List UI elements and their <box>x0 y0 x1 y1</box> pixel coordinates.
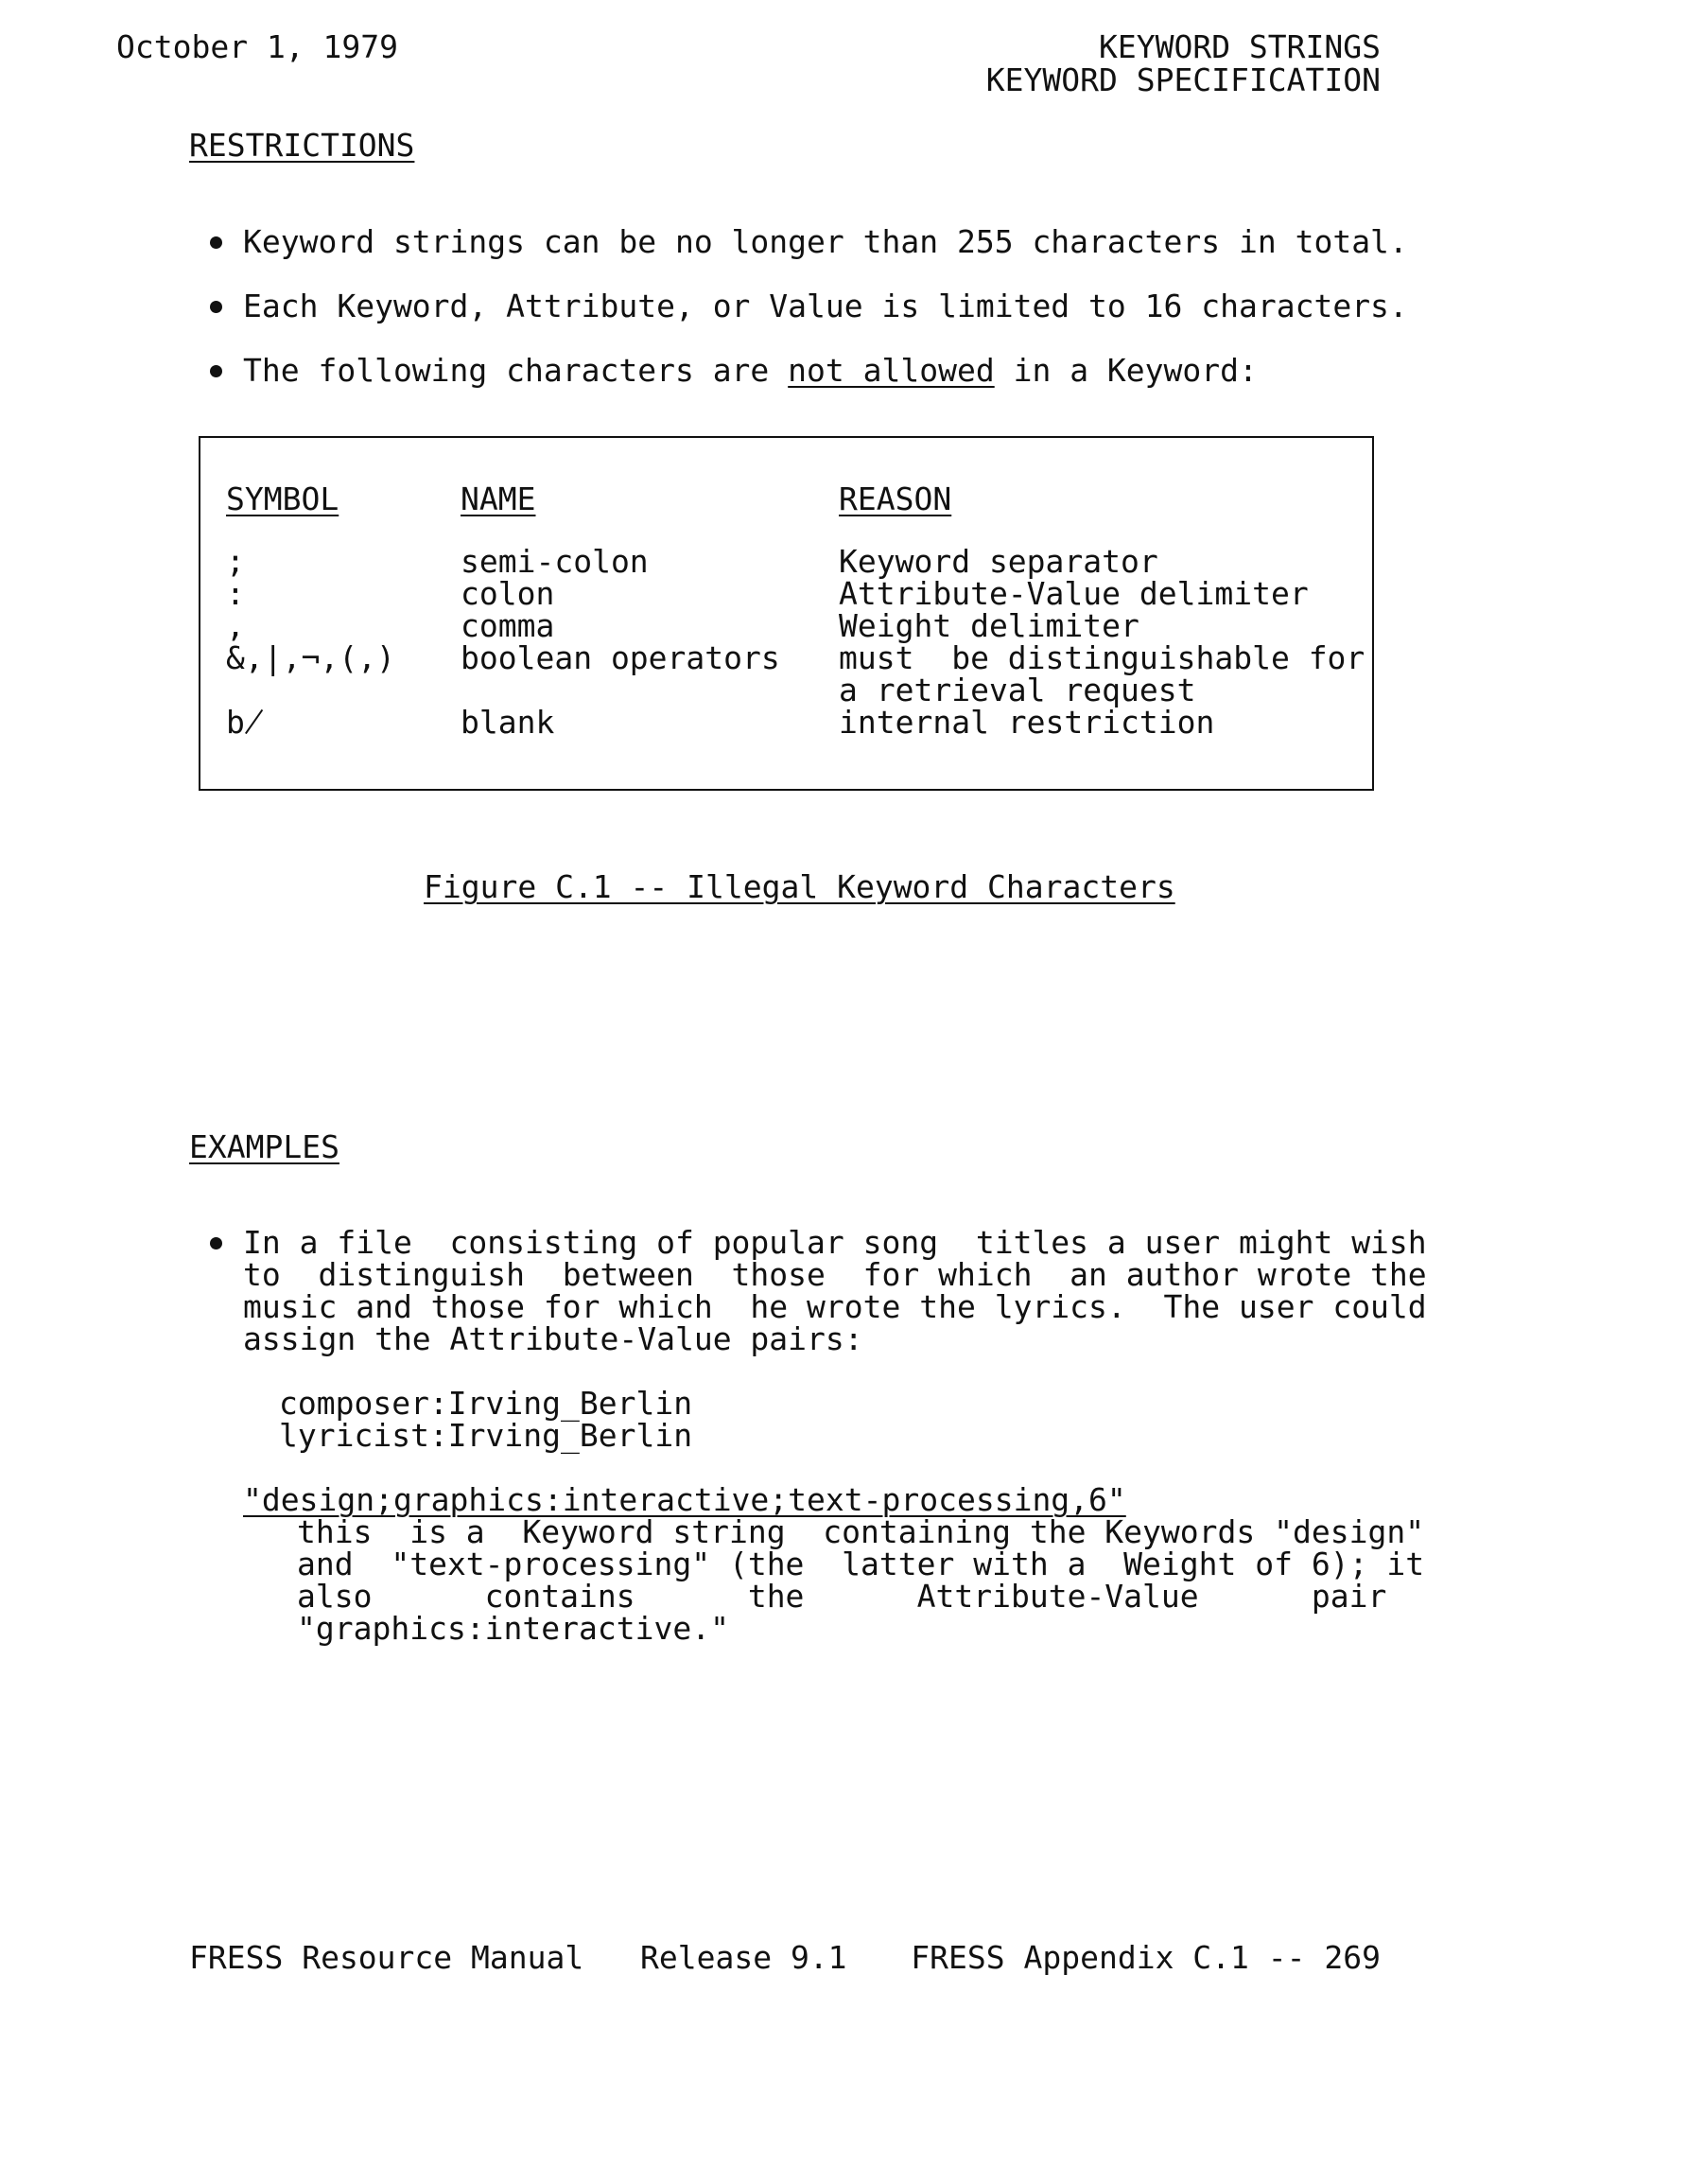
header-title-line2: KEYWORD SPECIFICATION <box>985 61 1381 98</box>
restriction-bullet-3 <box>243 354 1258 387</box>
table-header-reason: REASON <box>839 480 952 517</box>
bullet-icon <box>210 365 222 377</box>
bullet-icon <box>210 1237 222 1249</box>
table-cell-symbol: &,|,¬,(,) <box>226 639 395 676</box>
example-paragraph-line: assign the Attribute-Value pairs: <box>243 1320 863 1357</box>
table-cell-symbol: : <box>226 575 245 612</box>
header-date: October 1, 1979 <box>116 28 399 65</box>
table-cell-reason: Keyword separator <box>839 543 1158 580</box>
examples-heading: EXAMPLES <box>189 1128 339 1165</box>
header-title-line1: KEYWORD STRINGS <box>1098 28 1381 65</box>
footer-manual-title: FRESS Resource Manual <box>189 1939 584 1976</box>
restrictions-heading: RESTRICTIONS <box>189 127 415 164</box>
example-explanation-line: and "text-processing" (the latter with a Weight of 6); it <box>297 1546 1425 1582</box>
example-paragraph-line: music and those for which he wrote the lyrics. The user could <box>243 1288 1427 1325</box>
bullet-icon <box>210 236 222 249</box>
table-cell-reason: must be distinguishable for <box>839 639 1365 676</box>
table-header-symbol: SYMBOL <box>226 480 339 517</box>
footer-page-number: FRESS Appendix C.1 -- 269 <box>911 1939 1381 1976</box>
table-cell-name: colon <box>461 575 555 612</box>
illegal-characters-table <box>199 436 1374 791</box>
figure-caption: Figure C.1 -- Illegal Keyword Characters <box>424 868 1175 905</box>
restriction-bullet-3-post: in a Keyword: <box>994 352 1258 389</box>
table-cell-reason: Attribute-Value delimiter <box>839 575 1309 612</box>
restriction-bullet-2: Each Keyword, Attribute, or Value is limited to 16 characters. <box>243 288 1408 324</box>
restriction-bullet-3-emphasis: not allowed <box>788 352 995 389</box>
example-explanation-line: also contains the Attribute-Value pair <box>297 1578 1387 1615</box>
table-cell-name: boolean operators <box>461 639 780 676</box>
table-header-name: NAME <box>461 480 536 517</box>
example-explanation-line: "graphics:interactive." <box>297 1610 729 1647</box>
example-code-lyricist: lyricist:Irving_Berlin <box>279 1417 693 1454</box>
example-paragraph-line: In a file consisting of popular song titles a user might wish <box>243 1224 1427 1261</box>
table-cell-symbol: b̸ <box>226 704 264 741</box>
table-cell-symbol: , <box>226 607 245 644</box>
table-cell-name: semi-colon <box>461 543 649 580</box>
footer-release: Release 9.1 <box>640 1939 847 1976</box>
example-paragraph-line: to distinguish between those for which an author wrote the <box>243 1256 1427 1293</box>
restriction-bullet-3-pre: The following characters are <box>243 352 789 389</box>
example-explanation-line: this is a Keyword string containing the Keywords "design" <box>297 1513 1425 1550</box>
table-cell-reason: Weight delimiter <box>839 607 1139 644</box>
table-cell-reason-continued: a retrieval request <box>839 672 1196 708</box>
example-keyword-string: "design;graphics:interactive;text-processing,6" <box>243 1481 1126 1518</box>
table-cell-name: comma <box>461 607 555 644</box>
table-cell-symbol: ; <box>226 543 245 580</box>
restriction-bullet-1: Keyword strings can be no longer than 255 characters in total. <box>243 223 1408 260</box>
bullet-icon <box>210 301 222 313</box>
example-code-composer: composer:Irving_Berlin <box>279 1385 693 1422</box>
table-cell-name: blank <box>461 704 555 741</box>
table-cell-reason: internal restriction <box>839 704 1215 741</box>
